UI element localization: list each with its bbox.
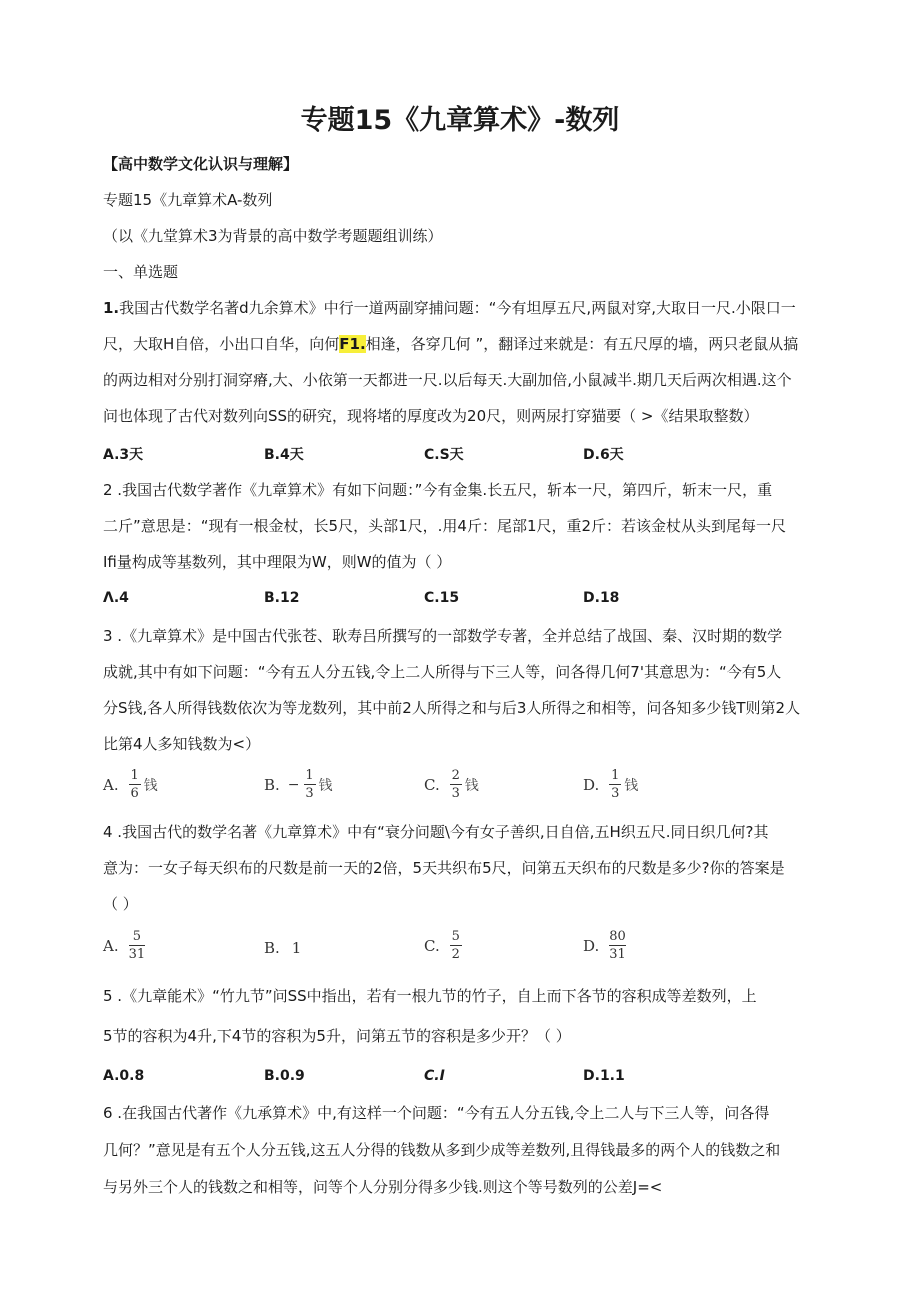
- denominator: 3: [451, 786, 460, 801]
- q3-line-2: 成就,其中有如下问题：“今有五人分五钱,令上二人所得与下三人等，问各得几何7'其意思为：“今有5人: [103, 663, 782, 681]
- fraction: [129, 929, 146, 962]
- q3-line-1: 3 .《九章算术》是中国古代张苍、耿寿吕所撰写的一部数学专著，全并总结了战国、秦、汉时期的数学: [103, 627, 783, 645]
- page-title: 专题15《九章算术》-数列: [300, 105, 620, 136]
- option-label: C.: [424, 936, 440, 955]
- q3-option-a: [103, 768, 158, 801]
- numerator: 5: [132, 929, 142, 944]
- numerator: 2: [451, 768, 460, 783]
- option-label: A.: [103, 775, 119, 794]
- option-value: 1: [291, 939, 302, 957]
- unit: 钱: [318, 777, 333, 794]
- unit: 钱: [143, 777, 158, 794]
- q6-line-3: 与另外三个人的钱数之和相等，问等个人分别分得多少钱.则这个等号数列的公差J=<: [103, 1178, 663, 1196]
- denominator: 3: [305, 786, 314, 801]
- fraction-bar: [609, 784, 621, 785]
- q1-line-3: 的两边相对分别打洞穿瘠,大、小依第一天都进一尺.以后每天.大副加倍,小鼠减半.期几天后两次相遇.这个: [103, 371, 792, 389]
- section-heading: 一、单选题: [103, 263, 179, 281]
- q1-number: 1.: [103, 299, 120, 317]
- fraction-bar: [450, 784, 462, 785]
- numerator: 5: [451, 929, 460, 944]
- q4-line-1: 4 .我国古代的数学名著《九章算术》中有“衰分问题\今有女子善织,日自倍,五H织五尺.同日织几何?其: [103, 823, 769, 841]
- q3-option-c: [424, 768, 479, 801]
- q4-option-d: [583, 929, 626, 962]
- q1-text-2a: 尺，大取H自倍，小出口自华，向何: [103, 335, 340, 353]
- q2-option-a: Λ.4: [103, 590, 129, 606]
- numerator: 1: [611, 768, 620, 783]
- q4-line-3: （ ）: [103, 895, 138, 913]
- q4-option-a: [103, 929, 145, 962]
- q2-option-b: B.12: [264, 590, 300, 606]
- q2-option-d: D.18: [583, 590, 620, 606]
- option-label: D.: [583, 936, 600, 955]
- header-category: 【高中数学文化认识与理解】: [103, 155, 299, 173]
- fraction-bar: [304, 784, 316, 785]
- denominator: 6: [130, 786, 139, 801]
- q3-option-b: [264, 768, 333, 801]
- numerator: 1: [305, 768, 314, 783]
- q5-option-a: A.0.8: [103, 1068, 145, 1084]
- q1-line-2: [103, 334, 798, 354]
- denominator: 31: [128, 947, 146, 962]
- q1-option-b: B.4天: [264, 447, 304, 463]
- q3-line-4: 比第4人多知钱数为<）: [103, 735, 261, 753]
- denominator: 2: [451, 947, 460, 962]
- q2-line-2: 二斤”意思是：“现有一根金杖，长5尺，头部1尺，.用4斤：尾部1尺，重2斤：若该金杖从头到尾每一尺: [103, 517, 787, 535]
- minus-sign: −: [287, 776, 300, 793]
- q2-line-3: Ifi量构成等基数列，其中理限为W，则W的值为（ ）: [103, 553, 452, 571]
- q6-line-2: 几何？”意见是有五个人分五钱,这五人分得的钱数从多到少成等差数列,且得钱最多的两个人的钱数之和: [103, 1141, 781, 1159]
- q1-highlight: F1.: [339, 335, 366, 353]
- denominator: 3: [611, 786, 620, 801]
- option-label: A.: [103, 936, 119, 955]
- q1-option-d: D.6天: [583, 447, 624, 463]
- q3-line-3: 分S钱,各人所得钱数依次为等龙数列，其中前2人所得之和与后3人所得之和相等，问各知多少钱T则第2人: [103, 699, 801, 717]
- fraction-bar: [129, 945, 146, 946]
- q1-option-c: C.S天: [424, 447, 464, 463]
- q2-option-c: C.15: [424, 590, 460, 606]
- unit: 钱: [464, 777, 479, 794]
- header-subtitle: （以《九堂算术3为背景的高中数学考题题组训练）: [103, 227, 443, 245]
- q6-line-1: 6 .在我国古代著作《九承算术》中,有这样一个问题：“今有五人分五钱,令上二人与下三人等，问各得: [103, 1104, 770, 1122]
- fraction: [450, 929, 462, 962]
- option-label: D.: [583, 775, 600, 794]
- q3-option-d: [583, 768, 638, 801]
- fraction: [129, 768, 141, 801]
- q5-option-c: C.I: [424, 1068, 445, 1084]
- q1-line-4: 问也体现了古代对数列向SS的研究，现将堵的厚度改为20尺，则两尿打穿猫要（ >《结果取整数）: [103, 407, 759, 425]
- fraction-bar: [609, 945, 626, 946]
- fraction: [450, 768, 462, 801]
- q4-option-b: [264, 939, 301, 957]
- q5-line-2: 5节的容积为4升,下4节的容积为5升，问第五节的容积是多少开？（ ）: [103, 1027, 571, 1045]
- q5-option-b: B.0.9: [264, 1068, 305, 1084]
- fraction-bar: [129, 784, 141, 785]
- unit: 钱: [624, 777, 639, 794]
- fraction-bar: [450, 945, 462, 946]
- denominator: 31: [609, 947, 626, 962]
- fraction: [304, 768, 316, 801]
- q1-option-a: A.3天: [103, 447, 144, 463]
- q1-line-1: [103, 298, 796, 318]
- numerator: 1: [130, 768, 139, 783]
- option-label: C.: [424, 775, 440, 794]
- option-label: B.: [264, 939, 280, 957]
- header-topic: 专题15《九章算术A-数列: [103, 191, 273, 209]
- q1-text-1: 我国古代数学名著d九余算术》中行一道两副穿捕问题：“今有坦厚五尺,两鼠对穿,大取日一尺.小限口一: [119, 299, 796, 317]
- numerator: 80: [609, 929, 626, 944]
- q2-line-1: 2 .我国古代数学著作《九章算术》有如下问题：”今有金集.长五尺，斩本一尺，第四斤，斩末一尺，重: [103, 481, 773, 499]
- fraction: [609, 768, 621, 801]
- q5-line-1: 5 .《九章能术》“竹九节”问SS中指出，若有一根九节的竹子，自上而下各节的容积成等差数列，上: [103, 987, 757, 1005]
- q4-line-2: 意为：一女子每天织布的尺数是前一天的2倍，5天共织布5尺，问第五天织布的尺数是多少?你的答案是: [103, 859, 785, 877]
- option-label: B.: [264, 775, 280, 794]
- q1-text-2b: 相逢，各穿几何 ”，翻译过来就是：有五尺厚的墙，两只老鼠从搞: [365, 335, 799, 353]
- fraction: [609, 929, 626, 962]
- q5-option-d: D.1.1: [583, 1068, 625, 1084]
- q4-option-c: [424, 929, 462, 962]
